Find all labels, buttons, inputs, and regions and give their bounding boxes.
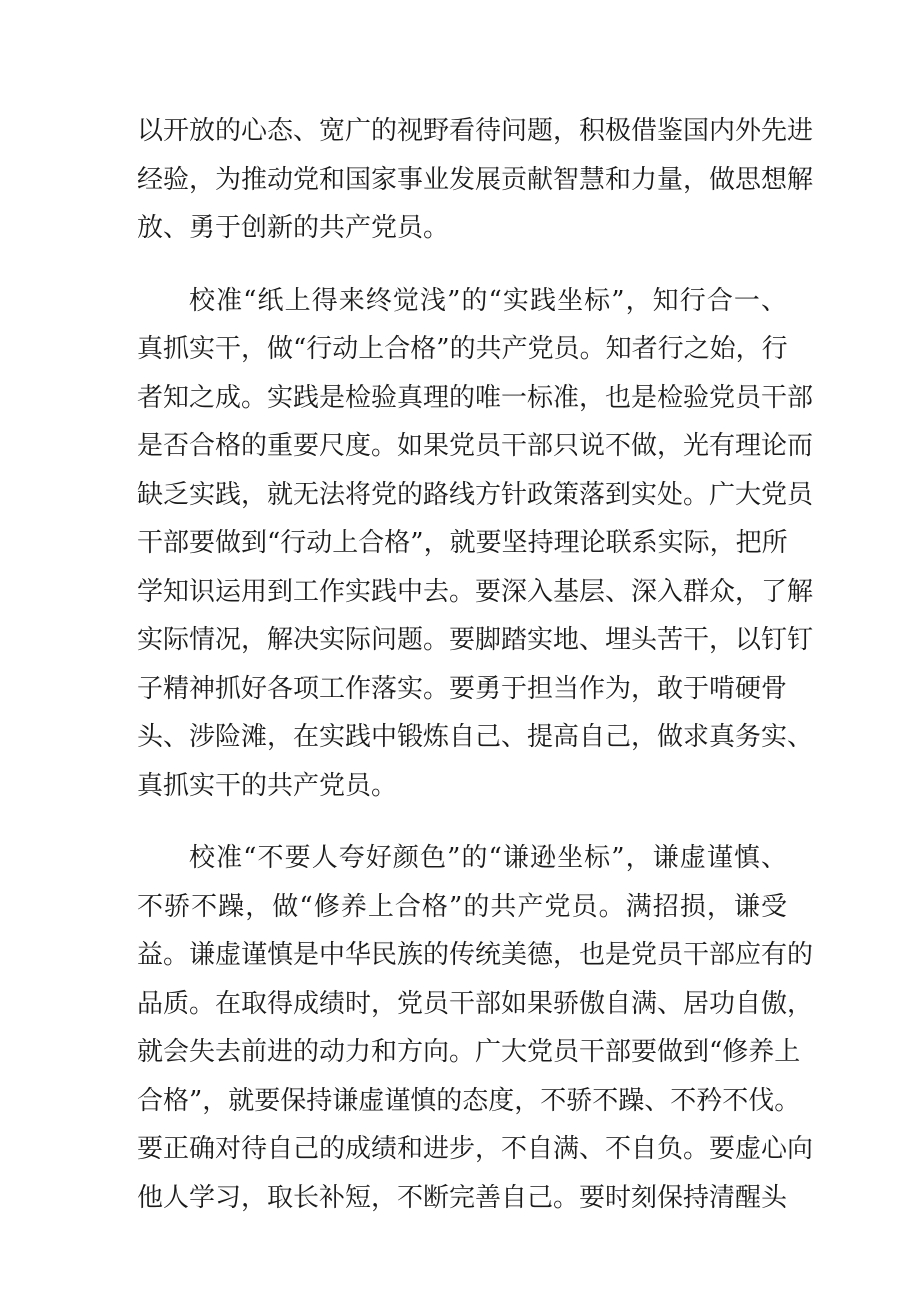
text-line: 品质。在取得成绩时，党员干部如果骄傲自满、居功自傲， xyxy=(137,988,814,1019)
text-line: 校准“纸上得来终觉浅”的“实践坐标”，知行合一、 xyxy=(189,285,787,316)
text-line: 益。谦虚谨慎是中华民族的传统美德，也是党员干部应有的 xyxy=(137,940,814,970)
text-line: 实际情况，解决实际问题。要脚踏实地、埋头苦干，以钉钉 xyxy=(137,625,814,655)
text-line: 他人学习，取长补短，不断完善自己。要时刻保持清醒头 xyxy=(137,1182,788,1213)
paragraph-practice-coordinate xyxy=(137,277,814,811)
paragraph-spacer xyxy=(137,253,787,277)
body-text xyxy=(137,107,814,1222)
text-line: 子精神抓好各项工作落实。要勇于担当作为，敢于啃硬骨 xyxy=(137,673,788,704)
text-line: 是否合格的重要尺度。如果党员干部只说不做，光有理论而 xyxy=(137,431,814,461)
text-line: 学知识运用到工作实践中去。要深入基层、深入群众，了解 xyxy=(137,576,814,607)
text-line: 要正确对待自己的成绩和进步，不自满、不自负。要虚心向 xyxy=(137,1134,814,1164)
paragraph-modesty-coordinate xyxy=(137,834,814,1222)
text-line: 不骄不躁，做“修养上合格”的共产党员。满招损，谦受 xyxy=(137,891,787,922)
text-line: 经验，为推动党和国家事业发展贡献智慧和力量，做思想解 xyxy=(137,164,814,195)
paragraph-spacer xyxy=(137,810,787,834)
text-line: 放、勇于创新的共产党员。 xyxy=(137,213,450,243)
text-line: 以开放的心态、宽广的视野看待问题，积极借鉴国内外先进 xyxy=(137,116,814,146)
text-line: 缺乏实践，就无法将党的路线方针政策落到实处。广大党员 xyxy=(137,479,814,510)
text-line: 头、涉险滩，在实践中锻炼自己、提高自己，做求真务实、 xyxy=(137,722,814,752)
text-line: 校准“不要人夸好颜色”的“谦逊坐标”，谦虚谨慎、 xyxy=(189,843,787,873)
text-line: 就会失去前进的动力和方向。广大党员干部要做到“修养上 xyxy=(137,1037,801,1067)
text-line: 合格”，就要保持谦虚谨慎的态度，不骄不躁、不矜不伐。 xyxy=(137,1085,801,1116)
text-line: 真抓实干，做“行动上合格”的共产党员。知者行之始，行 xyxy=(137,334,788,364)
text-line: 者知之成。实践是检验真理的唯一标准，也是检验党员干部 xyxy=(137,382,814,413)
text-line: 干部要做到“行动上合格”，就要坚持理论联系实际，把所 xyxy=(137,528,788,558)
text-line: 真抓实干的共产党员。 xyxy=(137,770,398,801)
paragraph-open-mind xyxy=(137,107,814,253)
